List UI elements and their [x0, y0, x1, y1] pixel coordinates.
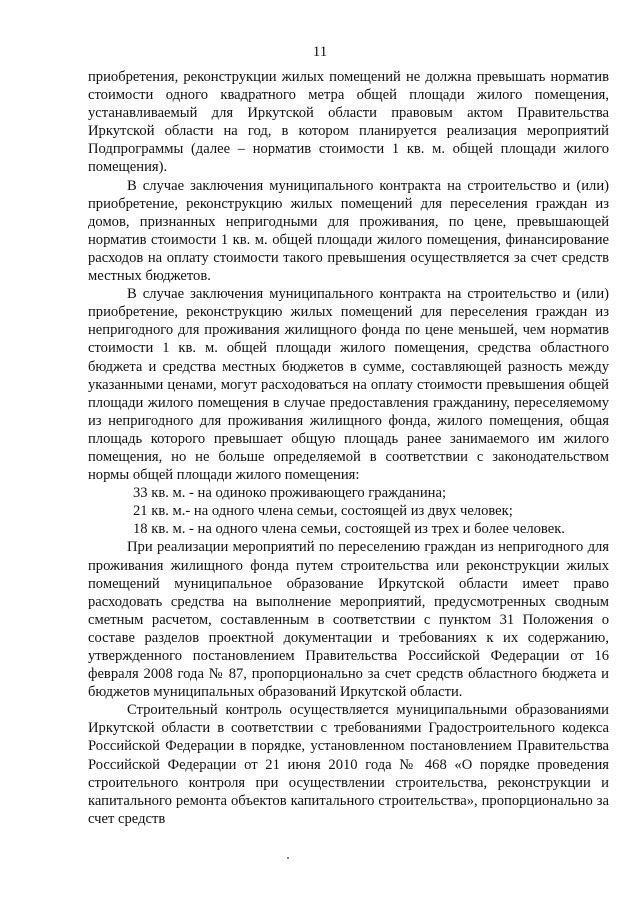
paragraph-continuation: приобретения, реконструкции жилых помещений не должна превышать норматив стоимости одного квадратного метра общей площади жилого помещения, устанавливаемый для Иркутской области правовым актом Правительства Иркутской области на год, в котором планируется реализация мероприятий Подпрограммы (далее – норматив стоимости 1 кв. м. общей площади жилого помещения). [88, 69, 609, 176]
list-item-two-person-family: 21 кв. м.- на одного члена семьи, состоящей из двух человек; [133, 503, 513, 520]
paragraph-construction-control: Строительный контроль осуществляется муниципальными образованиями Иркутской области в соответствии с требованиями Градостроительного кодекса Российской Федерации в порядке, установленном постановлением Правительства Российской Федерации от 21 июня 2010 года № 468 «О порядке проведения строительного контроля при осуществлении строительства, реконструкции и капитального ремонта объектов капитального строительства», пропорционально за счет средств [88, 702, 609, 827]
document-body [88, 68, 609, 828]
paragraph-under-norm-price: В случае заключения муниципального контракта на строительство и (или) приобретение, реконструкцию жилых помещений для переселения граждан из непригодного для проживания жилищного фонда по цене меньшей, чем норматив стоимости 1 кв. м. общей площади жилого помещения, средства областного бюджета и средства местных бюджетов в сумме, составляющей разность между указанными ценами, могут расходоваться на оплату стоимости превышения общей площади жилого помещения в случае предоставления гражданину, переселяемому из непригодного для проживания жилищного фонда, жилого помещения, общая площадь которого превышает общую площадь ранее занимаемого им жилого помещения, но не больше определяемой в соответствии с законодательством нормы общей площади жилого помещения: [88, 286, 609, 484]
list-item-three-plus-family: 18 кв. м. - на одного члена семьи, состоящей из трех и более человек. [133, 521, 565, 538]
scan-speck [287, 857, 289, 859]
paragraph-over-norm-price: В случае заключения муниципального контракта на строительство и (или) приобретение, реконструкцию жилых помещений для переселения граждан из домов, признанных непригодными для проживания, по цене, превышающей норматив стоимости 1 кв. м. общей площади жилого помещения, финансирование расходов на оплату стоимости такого превышения осуществляется за счет средств местных бюджетов. [88, 177, 609, 285]
page-number: 11 [312, 44, 328, 60]
list-item-single-citizen: 33 кв. м. - на одиноко проживающего гражданина; [133, 485, 447, 502]
paragraph-reconstruction-expenses: При реализации мероприятий по переселению граждан из непригодного для проживания жилищного фонда путем строительства или реконструкции жилых помещений муниципальное образование Иркутской области имеет право расходовать средства на выполнение мероприятий, предусмотренных сводным сметным расчетом, составленным в соответствии с пунктом 31 Положения о составе разделов проектной документации и требованиях к их содержанию, утвержденного постановлением Правительства Российской Федерации от 16 февраля 2008 года № 87, пропорционально за счет средств областного бюджета и бюджетов муниципальных образований Иркутской области. [88, 539, 609, 701]
